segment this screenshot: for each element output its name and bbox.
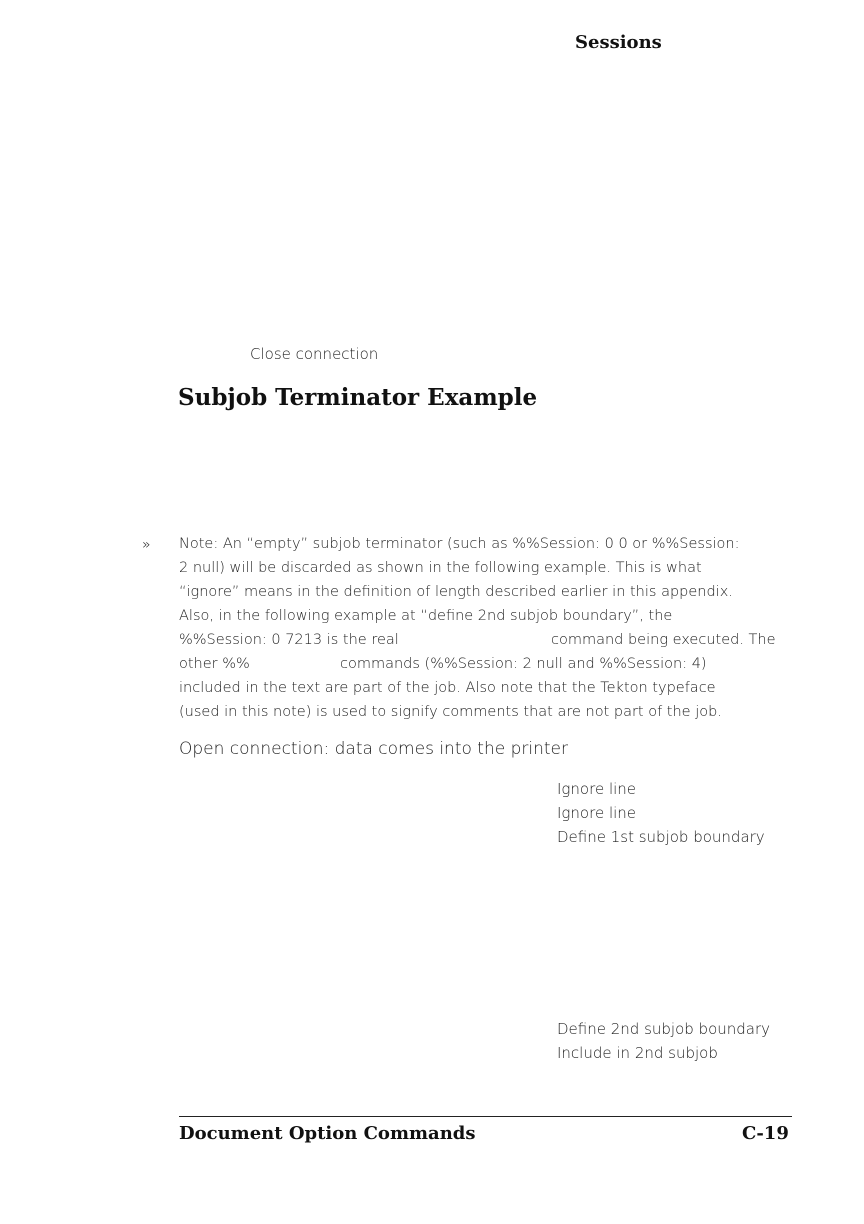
annotation-define-1st-boundary: Define 1st subjob boundary: [557, 828, 765, 846]
note-line: (used in this note) is used to signify comments that are not part of the job.: [179, 704, 722, 720]
note-line: %%Session: 0 7213 is the real: [179, 632, 399, 648]
close-connection-comment: Close connection: [250, 345, 379, 363]
note-line-continued: commands (%%Session: 2 null and %%Session: 4): [340, 656, 707, 672]
note-line-continued: command being executed. The: [551, 632, 776, 648]
annotation-ignore-line: Ignore line: [557, 804, 637, 822]
open-connection-comment: Open connection: data comes into the printer: [179, 739, 568, 759]
note-line: included in the text are part of the job. Also note that the Tekton typeface: [179, 680, 716, 696]
note-marker-icon: »: [142, 537, 151, 553]
annotation-include-2nd-subjob: Include in 2nd subjob: [557, 1044, 718, 1062]
page-number: C-19: [742, 1123, 789, 1144]
note-line: 2 null) will be discarded as shown in the following example. This is what: [179, 560, 702, 576]
section-title: Subjob Terminator Example: [178, 384, 538, 411]
note-line: Also, in the following example at “define 2nd subjob boundary”, the: [179, 608, 673, 624]
note-line: “ignore” means in the definition of length described earlier in this appendix.: [179, 584, 733, 600]
footer-divider: [179, 1116, 792, 1117]
running-header: Sessions: [575, 32, 662, 53]
footer-title: Document Option Commands: [179, 1123, 476, 1144]
note-line: Note: An “empty” subjob terminator (such as %%Session: 0 0 or %%Session:: [179, 536, 740, 552]
annotation-ignore-line: Ignore line: [557, 780, 637, 798]
annotation-define-2nd-boundary: Define 2nd subjob boundary: [557, 1020, 771, 1038]
note-line: other %%: [179, 656, 250, 672]
